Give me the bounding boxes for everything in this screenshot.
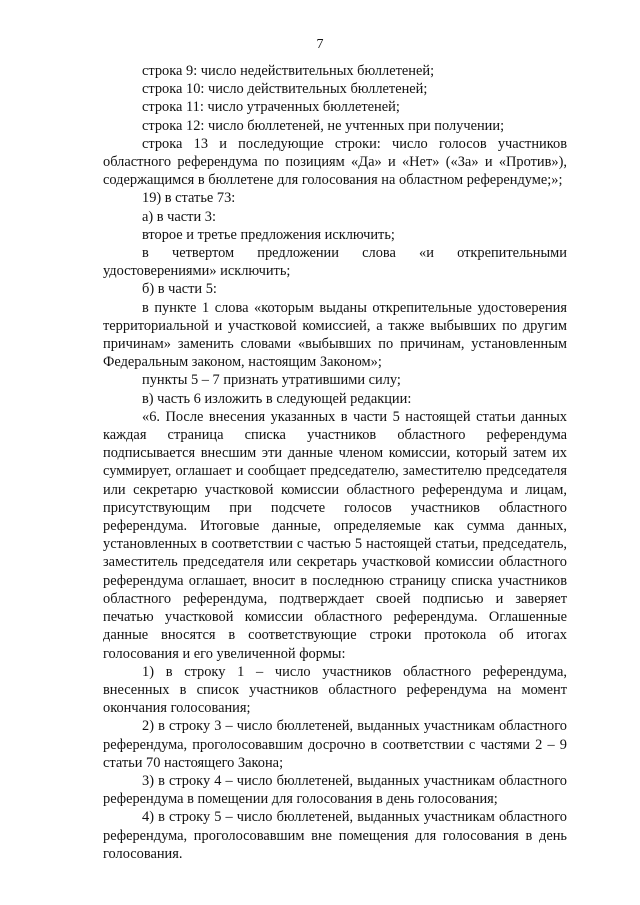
paragraph-item-1-replace: в пункте 1 слова «которым выданы открепительные удостоверения территориальной и участковой комиссией, а также выбывших по другим причинам» заменить словами «выбывших по причинам, установленным Федеральным законом, настоящим Законом»;: [103, 299, 567, 371]
page-number: 7: [316, 37, 324, 52]
paragraph-line-9: строка 9: число недействительных бюллетеней;: [142, 63, 435, 79]
paragraph-exclude-sentences: второе и третье предложения исключить;: [142, 226, 395, 243]
list-item-3: 3) в строку 4 – число бюллетеней, выданных участникам областного референдума в помещении для голосования в день голосования;: [103, 772, 567, 808]
paragraph-part-5: б) в части 5:: [142, 281, 217, 298]
list-item-2: 2) в строку 3 – число бюллетеней, выданных участникам областного референдума, проголосовавшим досрочно в соответствии с частями 2 – 9 статьи 70 настоящего Закона;: [103, 718, 567, 771]
paragraph-line-10: строка 10: число действительных бюллетеней;: [142, 81, 428, 98]
list-item-1: 1) в строку 1 – число участников областного референдума, внесенных в список участников областного референдума на момент окончания голосования;: [103, 663, 567, 717]
paragraph-line-13: строка 13 и последующие строки: число голосов участников областного референдума по позициям «Да» и «Нет» («За» и «Против»), содержащимся в бюллетене для голосования на областном референдуме;»;: [103, 135, 567, 189]
paragraph-items-5-7: пункты 5 – 7 признать утратившими силу;: [142, 372, 401, 389]
paragraph-fourth-sentence: в четвертом предложении слова «и открепительными удостоверениями» исключить;: [103, 245, 567, 280]
document-body: [103, 62, 567, 863]
paragraph-line-12: строка 12: число бюллетеней, не учтенных при получении;: [142, 117, 505, 134]
paragraph-part-6-text: «6. После внесения указанных в части 5 настоящей статьи данных каждая страница списка участников областного референдума подписывается внесшим эти данные членом комиссии, который затем их суммирует, оглашает и сообщает председателю, заместителю председателя или секретарю участковой комиссии областного референдума и лицам, присутствующим при подсчете голосов участников областного референдума. Итоговые данные, определяемые как сумма данных, установленных в соответствии с частью 5 настоящей статьи, председатель, заместитель председателя или секретарь участковой комиссии областного референдума оглашает, вносит в последнюю страницу списка участников областного референдума, подтверждает своей подписью и заверяет печатью участковой комиссии областного референдума. Оглашенные данные вносятся в соответствующие строки протокола об итогах голосования и его увеличенной формы:: [103, 408, 567, 662]
paragraph-part-6-intro: в) часть 6 изложить в следующей редакции:: [142, 390, 412, 407]
paragraph-part-3: а) в части 3:: [142, 208, 216, 225]
paragraph-line-11: строка 11: число утраченных бюллетеней;: [142, 99, 400, 116]
list-item-4: 4) в строку 5 – число бюллетеней, выданных участникам областного референдума, проголосовавшим вне помещения для голосования в день голосования.: [103, 809, 567, 862]
paragraph-article-73: 19) в статье 73:: [142, 190, 236, 207]
